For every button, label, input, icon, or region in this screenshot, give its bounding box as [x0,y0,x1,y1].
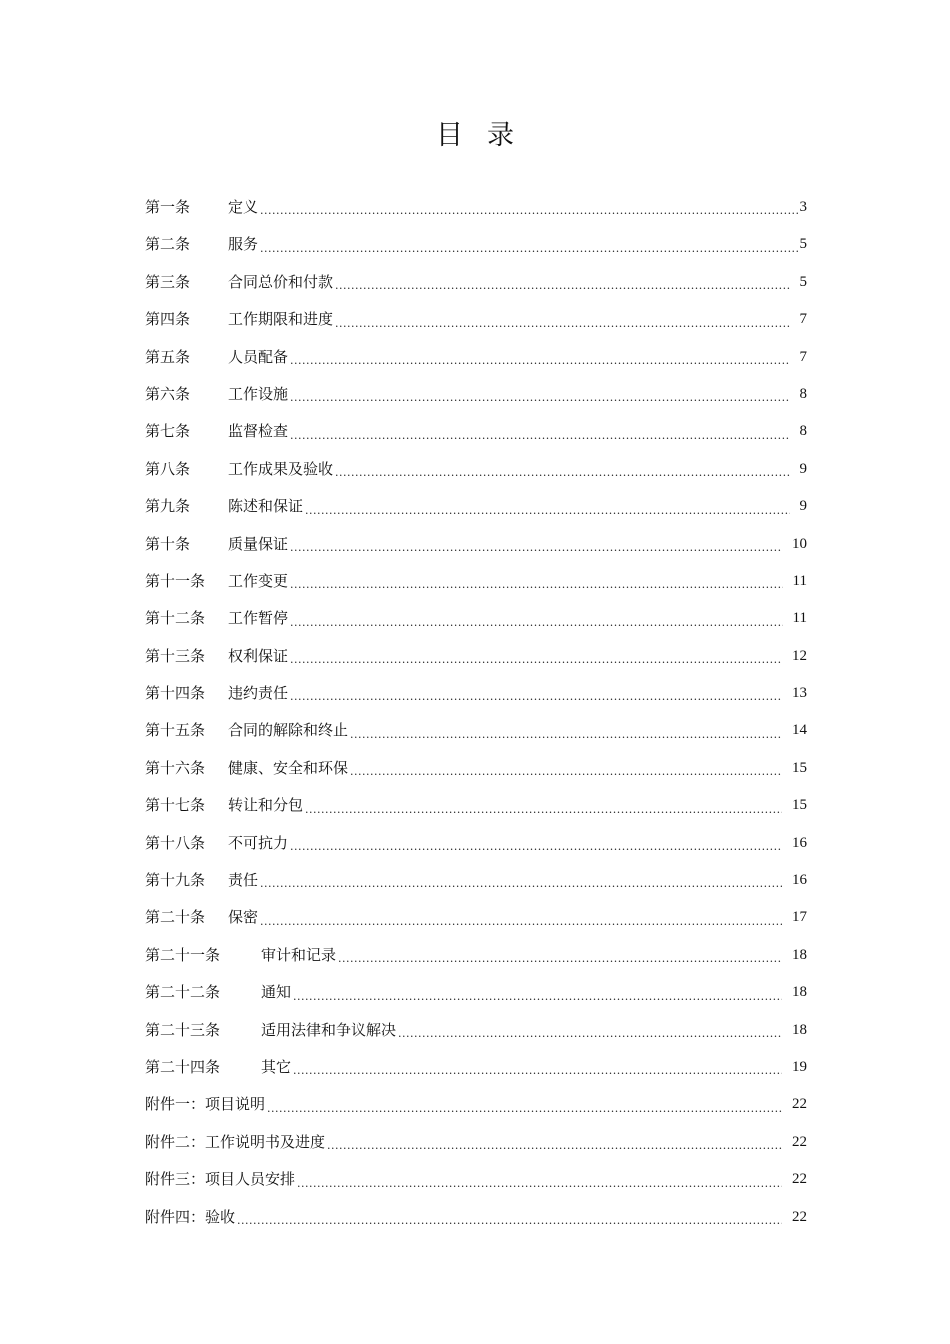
toc-entry-title: 通知 [261,983,292,1002]
toc-dot-leader [237,1206,782,1236]
toc-entry-title: 工作期限和进度 [228,310,334,329]
title-char-1: 目 [436,120,463,151]
toc-entry-title: 工作变更 [228,571,289,590]
toc-entry-number: 附件一： [145,1095,206,1114]
toc-entry-article-1[interactable] [145,189,807,226]
toc-entry-article-7[interactable] [145,413,807,450]
toc-entry-article-20[interactable] [145,899,807,936]
toc-entry-number: 第十三条 [145,646,206,665]
toc-entry-page: 8 [799,385,807,402]
toc-entry-number: 附件二： [145,1132,206,1151]
toc-entry-page: 18 [792,984,807,1001]
toc-entry-page: 15 [792,797,807,814]
toc-entry-number: 第二十三条 [145,1020,221,1039]
toc-entry-title: 项目说明 [205,1095,266,1114]
toc-entry-title: 工作成果及验收 [228,459,334,478]
toc-dot-leader [290,682,782,712]
toc-dot-leader [260,234,797,264]
toc-entry-page: 18 [792,946,807,963]
toc-entry-number: 第十八条 [145,833,206,852]
toc-entry-number: 第二十二条 [145,983,221,1002]
toc-dot-leader [350,720,782,750]
toc-entry-number: 附件四： [145,1207,206,1226]
toc-dot-leader [335,271,789,301]
toc-entry-page: 18 [792,1021,807,1038]
toc-entry-page: 11 [792,610,807,627]
toc-entry-article-3[interactable] [145,264,807,301]
toc-entry-article-15[interactable] [145,712,807,749]
toc-dot-leader [290,645,782,675]
toc-entry-title: 陈述和保证 [228,497,304,516]
toc-entry-page: 8 [799,423,807,440]
toc-entry-page: 16 [792,834,807,851]
toc-dot-leader [327,1131,782,1161]
toc-dot-leader [293,1056,782,1086]
toc-dot-leader [335,309,789,339]
toc-dot-leader [290,832,782,862]
toc-entry-page: 5 [799,236,807,253]
toc-dot-leader [260,196,797,226]
toc-entry-title: 责任 [228,871,259,890]
toc-entry-page: 5 [799,273,807,290]
toc-dot-leader [305,795,782,825]
toc-entry-article-6[interactable] [145,376,807,413]
toc-entry-number: 第十条 [145,534,191,553]
toc-entry-page: 16 [792,872,807,889]
toc-dot-leader [290,533,782,563]
toc-entry-appendix-2[interactable] [145,1124,807,1161]
toc-entry-number: 第七条 [145,422,191,441]
toc-entry-page: 19 [792,1058,807,1075]
toc-entry-article-22[interactable] [145,974,807,1011]
toc-entry-article-23[interactable] [145,1012,807,1049]
toc-entry-number: 第十五条 [145,721,206,740]
toc-entry-title: 适用法律和争议解决 [261,1020,397,1039]
toc-entry-page: 7 [799,348,807,365]
toc-dot-leader [290,383,789,413]
toc-dot-leader [260,869,782,899]
toc-dot-leader [335,458,789,488]
toc-entry-title: 其它 [261,1057,292,1076]
toc-entry-title: 工作设施 [228,384,289,403]
toc-entry-title: 工作说明书及进度 [205,1132,326,1151]
toc-entry-number: 第十九条 [145,871,206,890]
toc-entry-page: 11 [792,572,807,589]
toc-entry-article-2[interactable] [145,226,807,263]
toc-entry-title: 审计和记录 [261,945,337,964]
toc-dot-leader [290,570,783,600]
toc-entry-title: 违约责任 [228,684,289,703]
toc-entry-article-9[interactable] [145,488,807,525]
toc-dot-leader [398,1019,782,1049]
toc-dot-leader [267,1094,782,1124]
toc-entry-title: 合同总价和付款 [228,272,334,291]
toc-entry-title: 权利保证 [228,646,289,665]
toc-entry-article-5[interactable] [145,339,807,376]
toc-entry-number: 第二十四条 [145,1057,221,1076]
toc-entry-number: 第四条 [145,310,191,329]
table-of-contents [145,189,807,1236]
toc-entry-page: 3 [799,198,807,215]
toc-entry-page: 13 [792,685,807,702]
toc-entry-title: 质量保证 [228,534,289,553]
toc-entry-page: 7 [799,311,807,328]
toc-dot-leader [338,944,782,974]
toc-entry-article-17[interactable] [145,787,807,824]
toc-dot-leader [290,421,789,451]
toc-entry-title: 健康、安全和环保 [228,758,349,777]
toc-entry-number: 附件三： [145,1170,206,1189]
toc-entry-page: 12 [792,647,807,664]
toc-entry-title: 转让和分包 [228,796,304,815]
toc-dot-leader [290,608,783,638]
toc-entry-page: 22 [792,1133,807,1150]
toc-entry-number: 第二条 [145,235,191,254]
toc-entry-appendix-3[interactable] [145,1161,807,1198]
toc-entry-number: 第十二条 [145,609,206,628]
toc-entry-title: 保密 [228,908,259,927]
page-title [0,112,950,160]
toc-entry-page: 15 [792,759,807,776]
toc-entry-title: 人员配备 [228,347,289,366]
toc-entry-title: 工作暂停 [228,609,289,628]
toc-entry-title: 监督检查 [228,422,289,441]
toc-dot-leader [260,907,782,937]
toc-entry-article-12[interactable] [145,600,807,637]
toc-entry-appendix-1[interactable] [145,1086,807,1123]
toc-dot-leader [297,1169,782,1199]
toc-entry-article-11[interactable] [145,563,807,600]
toc-entry-article-14[interactable] [145,675,807,712]
toc-entry-page: 9 [799,460,807,477]
title-char-2: 录 [487,120,514,151]
toc-entry-number: 第二十条 [145,908,206,927]
toc-entry-page: 22 [792,1096,807,1113]
toc-entry-article-19[interactable] [145,862,807,899]
toc-entry-article-13[interactable] [145,638,807,675]
toc-entry-number: 第十七条 [145,796,206,815]
toc-entry-number: 第三条 [145,272,191,291]
toc-entry-title: 项目人员安排 [205,1170,296,1189]
toc-dot-leader [305,496,789,526]
toc-entry-number: 第六条 [145,384,191,403]
toc-entry-number: 第十四条 [145,684,206,703]
toc-entry-article-21[interactable] [145,937,807,974]
toc-entry-page: 14 [792,722,807,739]
toc-entry-article-16[interactable] [145,750,807,787]
toc-entry-number: 第十一条 [145,571,206,590]
toc-entry-number: 第五条 [145,347,191,366]
toc-entry-number: 第十六条 [145,758,206,777]
toc-entry-number: 第八条 [145,459,191,478]
toc-entry-page: 17 [792,909,807,926]
toc-dot-leader [350,757,782,787]
toc-entry-number: 第一条 [145,197,191,216]
toc-entry-page: 22 [792,1171,807,1188]
toc-entry-article-24[interactable] [145,1049,807,1086]
toc-entry-title: 验收 [205,1207,236,1226]
toc-entry-title: 定义 [228,197,259,216]
toc-dot-leader [293,982,782,1012]
toc-entry-page: 10 [792,535,807,552]
toc-entry-article-18[interactable] [145,825,807,862]
toc-entry-article-10[interactable] [145,526,807,563]
toc-entry-number: 第九条 [145,497,191,516]
toc-dot-leader [290,346,789,376]
toc-entry-appendix-4[interactable] [145,1199,807,1236]
toc-entry-title: 服务 [228,235,259,254]
toc-entry-page: 9 [799,498,807,515]
toc-entry-article-8[interactable] [145,451,807,488]
toc-entry-page: 22 [792,1208,807,1225]
toc-entry-title: 不可抗力 [228,833,289,852]
toc-entry-article-4[interactable] [145,301,807,338]
toc-entry-number: 第二十一条 [145,945,221,964]
toc-entry-title: 合同的解除和终止 [228,721,349,740]
